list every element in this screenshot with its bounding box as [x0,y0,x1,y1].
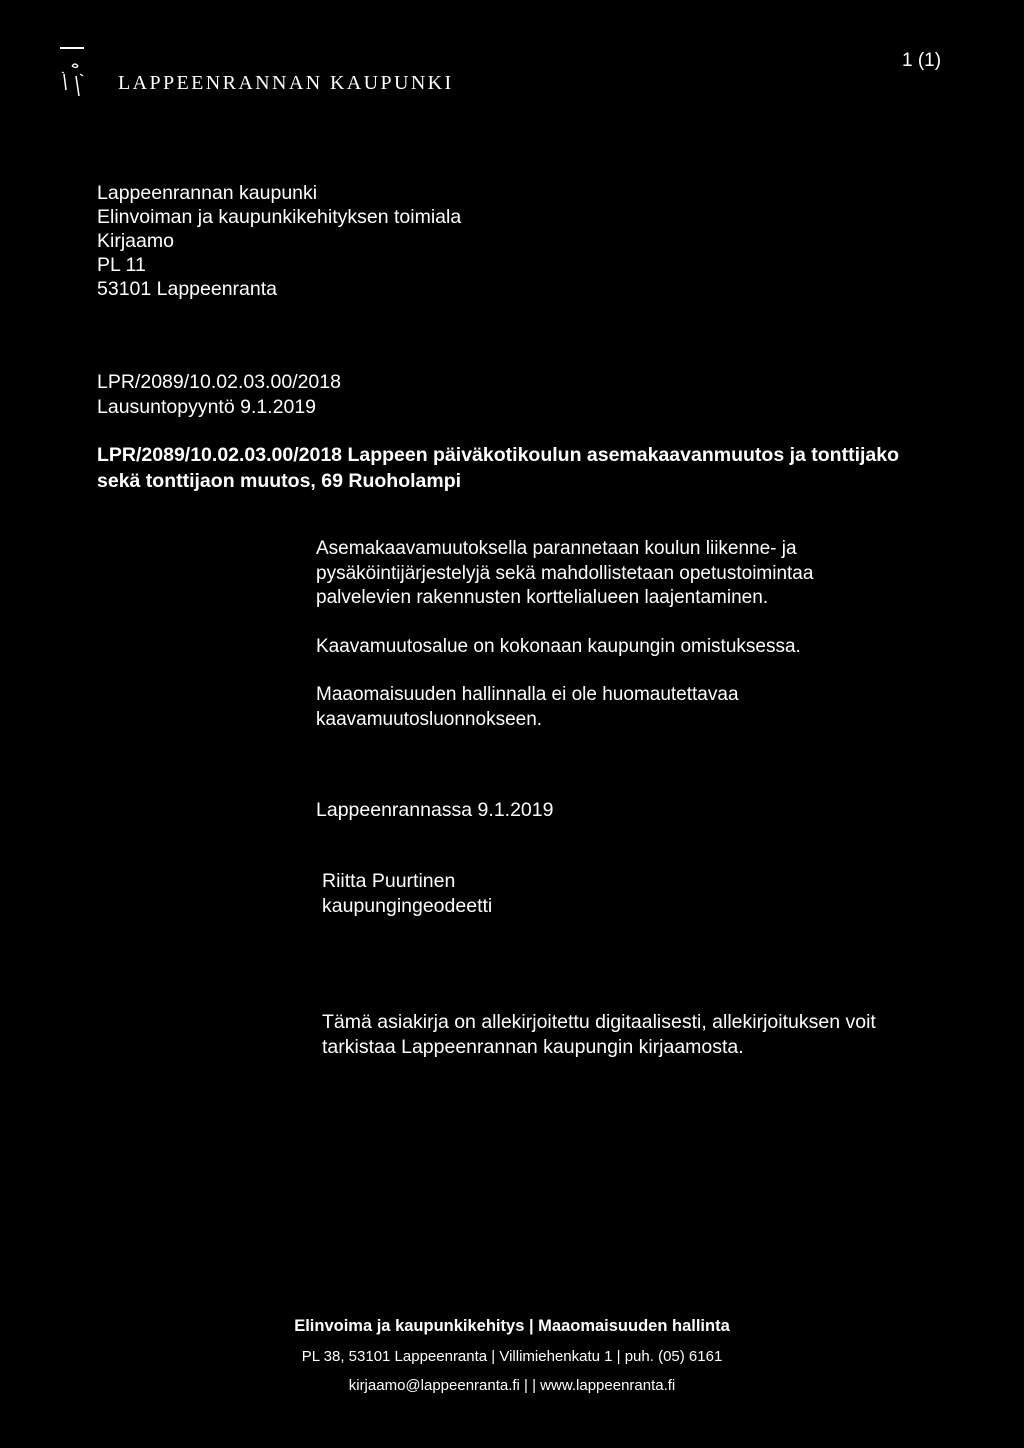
body-line: palvelevien rakennusten korttelialueen laajentaminen. [316,587,769,608]
body-line: pysäköintijärjestelyjä sekä mahdollistetaan opetustoimintaa [316,562,814,584]
body-line: Asemakaavamuutoksella parannetaan koulun liikenne- ja [316,538,797,559]
subject-heading [97,442,899,494]
footer-department: Elinvoima ja kaupunkikehitys | Maaomaisuuden hallinta [294,1317,730,1335]
reference-block [97,370,341,420]
organization-name: LAPPEENRANNAN KAUPUNKI [118,72,454,94]
city-crest-logo-icon [58,44,102,120]
body-line: Maaomaisuuden hallinnalla ei ole huomautettavaa [316,684,739,705]
recipient-line: Lappeenrannan kaupunki [97,182,318,204]
recipient-address [97,181,461,301]
case-number: LPR/2089/10.02.03.00/2018 [97,371,341,393]
signer-name: Riitta Puurtinen [322,870,456,892]
page-number: 1 (1) [902,50,942,71]
body-line: kaavamuutosluonnokseen. [316,708,543,730]
note-line: tarkistaa Lappeenrannan kaupungin kirjaamosta. [322,1036,744,1058]
recipient-line: Kirjaamo [97,230,174,252]
subject-line: LPR/2089/10.02.03.00/2018 Lappeen päiväkotikoulun asemakaavanmuutos ja tonttijako [97,444,900,466]
body-paragraph [316,537,956,611]
body-paragraph [316,683,956,732]
statement-body [316,537,956,756]
digital-signature-note [322,1010,876,1060]
subject-line: sekä tonttijaon muutos, 69 Ruoholampi [97,470,462,492]
body-line: Kaavamuutosalue on kokonaan kaupungin omistuksessa. [316,635,801,657]
signer-title: kaupungingeodeetti [322,895,493,917]
footer-web: kirjaamo@lappeenranta.fi | | www.lappeenranta.fi [348,1377,676,1394]
recipient-line: 53101 Lappeenranta [97,278,278,300]
footer-contact: PL 38, 53101 Lappeenranta | Villimiehenkatu 1 | puh. (05) 6161 [301,1348,723,1365]
recipient-line: Elinvoiman ja kaupunkikehityksen toimiala [97,206,462,228]
note-line: Tämä asiakirja on allekirjoitettu digitaalisesti, allekirjoituksen voit [322,1011,876,1033]
recipient-line: PL 11 [97,254,146,276]
body-paragraph [316,635,956,660]
signer-block [322,869,492,919]
request-reference: Lausuntopyyntö 9.1.2019 [97,396,317,418]
place-and-date: Lappeenrannassa 9.1.2019 [316,799,554,821]
